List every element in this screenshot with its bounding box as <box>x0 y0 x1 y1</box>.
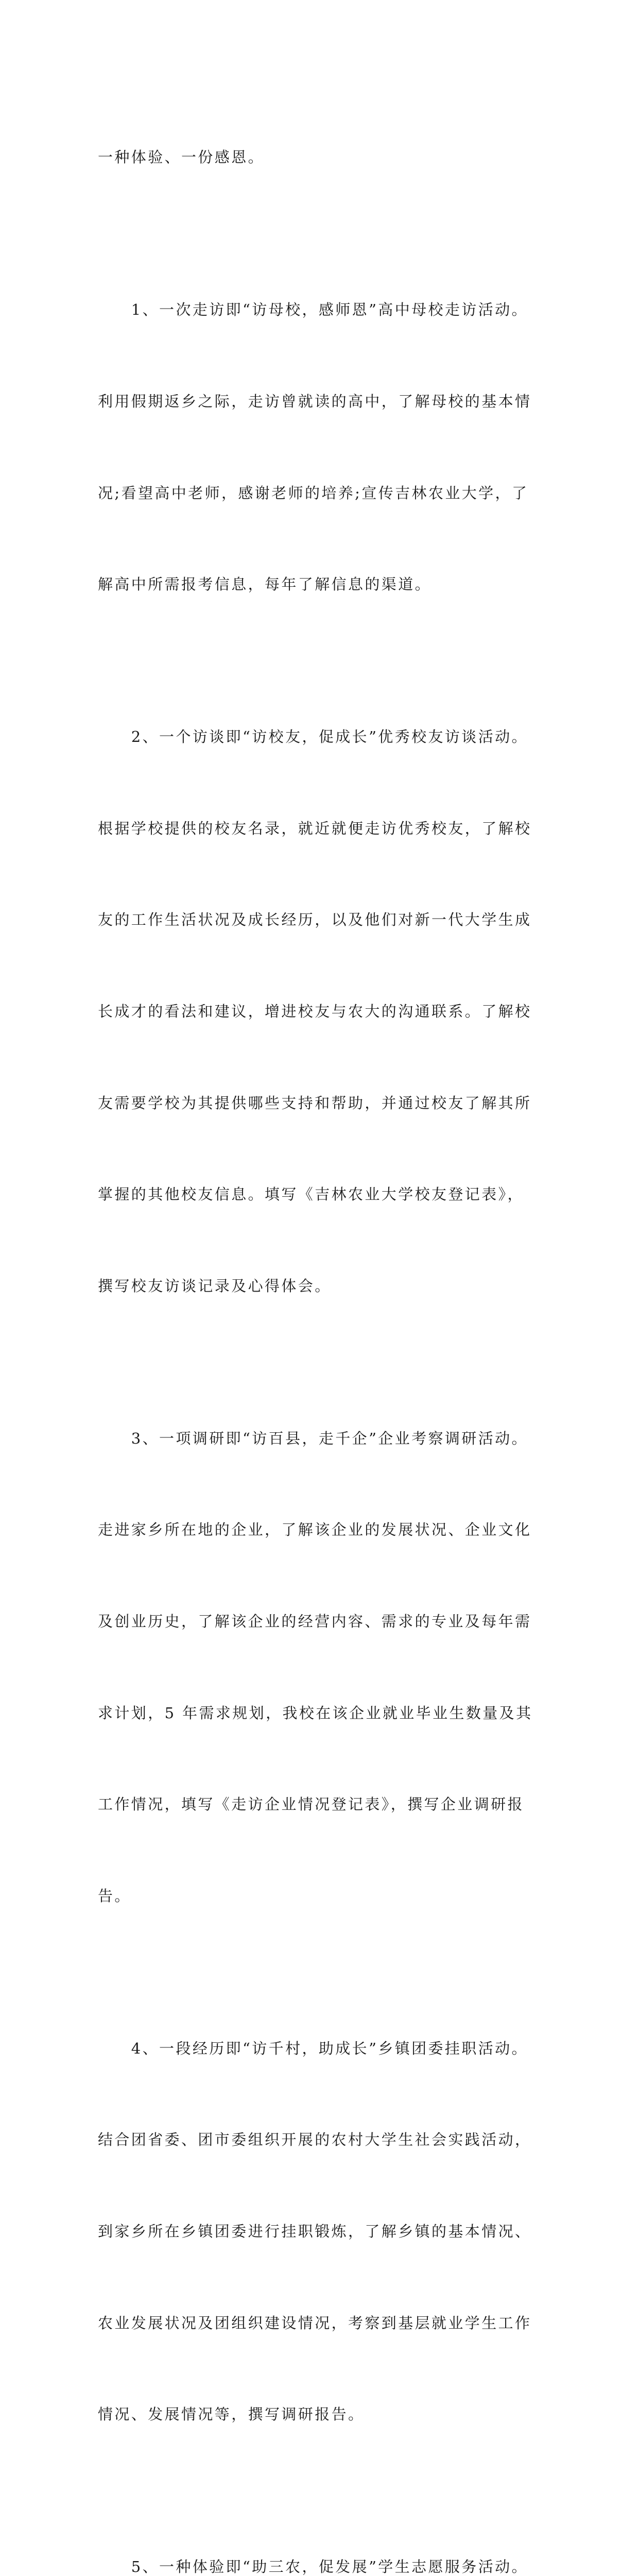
text-line: 1、一次走访即“访母校，感师恩”高中母校走访活动。 <box>98 301 528 319</box>
paragraph-item-4-township-posting <box>98 1972 551 2490</box>
text-line: 撰写校友访谈记录及心得体会。 <box>98 1277 332 1295</box>
paragraph-item-3-enterprise-research <box>98 1362 551 1972</box>
text-line: 到家乡所在乡镇团委进行挂职锻炼，了解乡镇的基本情况、 <box>98 2222 532 2240</box>
text-line: 及创业历史，了解该企业的经营内容、需求的专业及每年需 <box>98 1612 532 1630</box>
text-line: 5、一种体验即“助三农，促发展”学生志愿服务活动。 <box>98 2558 528 2576</box>
document-body <box>98 81 551 2576</box>
text-line: 情况、发展情况等，撰写调研报告。 <box>98 2405 365 2424</box>
paragraph-item-1-alma-mater-visit <box>98 234 551 661</box>
text-line: 况;看望高中老师，感谢老师的培养;宣传吉林农业大学，了 <box>98 484 529 502</box>
text-line: 利用假期返乡之际，走访曾就读的高中，了解母校的基本情 <box>98 393 532 410</box>
text-line: 一种体验、一份感恩。 <box>98 148 265 166</box>
text-line: 告。 <box>98 1887 131 1905</box>
text-line: 农业发展状况及团组织建设情况，考察到基层就业学生工作 <box>98 2314 532 2332</box>
paragraph-intro-continuation <box>98 81 551 234</box>
text-line: 3、一项调研即“访百县，走千企”企业考察调研活动。 <box>98 1429 528 1447</box>
text-line: 求计划，5 年需求规划，我校在该企业就业毕业生数量及其 <box>98 1704 533 1722</box>
paragraph-item-2-alumni-interview <box>98 661 551 1363</box>
text-line: 走进家乡所在地的企业，了解该企业的发展状况、企业文化 <box>98 1521 532 1539</box>
text-line: 2、一个访谈即“访校友，促成长”优秀校友访谈活动。 <box>98 728 528 746</box>
text-line: 结合团省委、团市委组织开展的农村大学生社会实践活动， <box>98 2131 532 2149</box>
text-line: 根据学校提供的校友名录，就近就便走访优秀校友，了解校 <box>98 819 532 837</box>
text-line: 4、一段经历即“访千村，助成长”乡镇团委挂职活动。 <box>98 2039 528 2057</box>
text-line: 解高中所需报考信息，每年了解信息的渠道。 <box>98 575 432 594</box>
text-line: 友需要学校为其提供哪些支持和帮助，并通过校友了解其所 <box>98 1094 532 1112</box>
text-line: 长成才的看法和建议，增进校友与农大的沟通联系。了解校 <box>98 1002 532 1020</box>
paragraph-item-5-volunteer-service <box>98 2491 551 2576</box>
text-line: 友的工作生活状况及成长经历，以及他们对新一代大学生成 <box>98 911 532 929</box>
text-line: 工作情况，填写《走访企业情况登记表》，撰写企业调研报 <box>98 1795 524 1814</box>
text-line: 掌握的其他校友信息。填写《吉林农业大学校友登记表》， <box>98 1185 524 1204</box>
